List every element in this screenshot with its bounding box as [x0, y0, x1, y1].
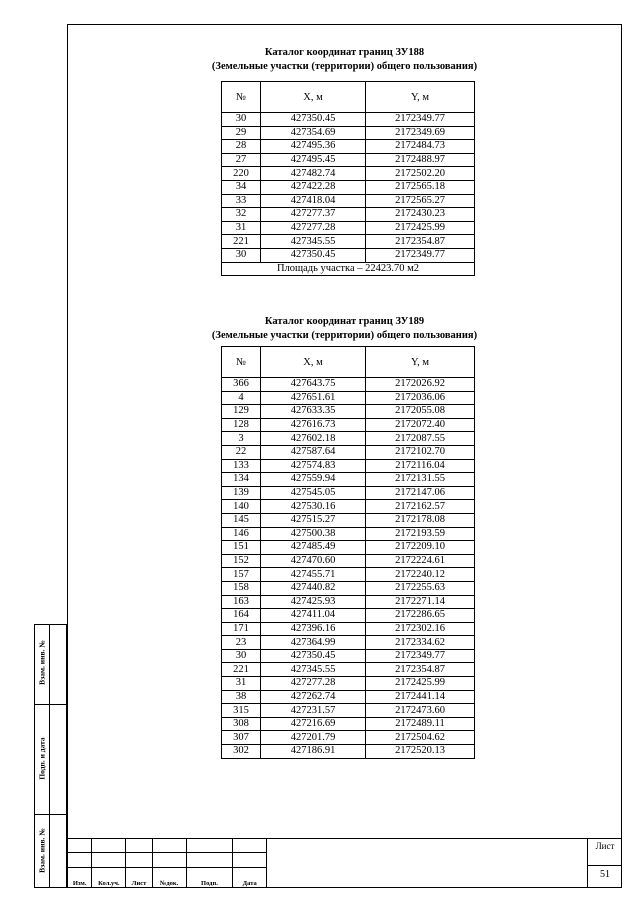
- table-row: [222, 486, 475, 500]
- strip-label-inv1: Взам. инв. №: [37, 640, 47, 685]
- table-row: [222, 432, 475, 446]
- x-coordinate-cell: 427643.75: [261, 378, 366, 392]
- point-number-cell: 308: [222, 717, 261, 731]
- strip-label-inv2: Взам. инв. №: [37, 828, 47, 873]
- point-number-cell: 31: [222, 221, 261, 235]
- sheet-label: Лист: [595, 841, 615, 851]
- table-row: [222, 513, 475, 527]
- x-coordinate-cell: 427350.45: [261, 113, 366, 127]
- point-number-cell: 152: [222, 554, 261, 568]
- point-number-cell: 307: [222, 731, 261, 745]
- y-coordinate-cell: 2172565.27: [366, 194, 475, 208]
- x-coordinate-cell: 427495.45: [261, 153, 366, 167]
- x-coordinate-cell: 427186.91: [261, 745, 366, 759]
- y-coordinate-cell: 2172349.77: [366, 649, 475, 663]
- y-coordinate-cell: 2172026.92: [366, 378, 475, 392]
- y-coordinate-cell: 2172209.10: [366, 541, 475, 555]
- y-coordinate-cell: 2172055.08: [366, 405, 475, 419]
- table-row: [222, 595, 475, 609]
- x-coordinate-cell: 427216.69: [261, 717, 366, 731]
- x-coordinate-cell: 427345.55: [261, 663, 366, 677]
- table-row: [222, 568, 475, 582]
- area-cell: Площадь участка – 22423.70 м2: [222, 262, 475, 276]
- col-x-header: X, м: [261, 82, 366, 113]
- x-coordinate-cell: 427418.04: [261, 194, 366, 208]
- binding-strip: [34, 624, 67, 888]
- col-x-header: X, м: [261, 347, 366, 378]
- y-coordinate-cell: 2172116.04: [366, 459, 475, 473]
- y-coordinate-cell: 2172193.59: [366, 527, 475, 541]
- table-row: [222, 541, 475, 555]
- point-number-cell: 164: [222, 609, 261, 623]
- table-row: [222, 445, 475, 459]
- table-row: [222, 649, 475, 663]
- point-number-cell: 27: [222, 153, 261, 167]
- y-coordinate-cell: 2172489.11: [366, 717, 475, 731]
- stamp-col-change: Изм.: [68, 867, 92, 887]
- table-row: [222, 500, 475, 514]
- point-number-cell: 157: [222, 568, 261, 582]
- x-coordinate-cell: 427277.28: [261, 221, 366, 235]
- x-coordinate-cell: 427545.05: [261, 486, 366, 500]
- y-coordinate-cell: 2172162.57: [366, 500, 475, 514]
- strip-value-column: [49, 624, 67, 888]
- point-number-cell: 221: [222, 235, 261, 249]
- point-number-cell: 3: [222, 432, 261, 446]
- y-coordinate-cell: 2172502.20: [366, 167, 475, 181]
- stamp-col-date: Дата: [233, 867, 267, 887]
- catalog1-subtitle: (Земельные участки (территории) общего пользования): [211, 61, 478, 72]
- y-coordinate-cell: 2172036.06: [366, 391, 475, 405]
- sheet-number-box: [587, 838, 622, 888]
- table-row: [222, 391, 475, 405]
- y-coordinate-cell: 2172430.23: [366, 208, 475, 222]
- y-coordinate-cell: 2172349.77: [366, 113, 475, 127]
- table-row: [222, 663, 475, 677]
- y-coordinate-cell: 2172240.12: [366, 568, 475, 582]
- y-coordinate-cell: 2172087.55: [366, 432, 475, 446]
- table-row: [222, 581, 475, 595]
- table-row: [222, 405, 475, 419]
- y-coordinate-cell: 2172102.70: [366, 445, 475, 459]
- x-coordinate-cell: 427201.79: [261, 731, 366, 745]
- table-row: [222, 473, 475, 487]
- stamp-col-count: Кол.уч.: [92, 867, 126, 887]
- table-row: [222, 745, 475, 759]
- y-coordinate-cell: 2172488.97: [366, 153, 475, 167]
- point-number-cell: 34: [222, 180, 261, 194]
- x-coordinate-cell: 427616.73: [261, 418, 366, 432]
- y-coordinate-cell: 2172131.55: [366, 473, 475, 487]
- x-coordinate-cell: 427470.60: [261, 554, 366, 568]
- table-row: [222, 554, 475, 568]
- y-coordinate-cell: 2172349.69: [366, 126, 475, 140]
- y-coordinate-cell: 2172334.62: [366, 636, 475, 650]
- table-row: [222, 636, 475, 650]
- catalog2-table: [221, 346, 475, 759]
- table-header-row: [222, 82, 475, 113]
- y-coordinate-cell: 2172473.60: [366, 704, 475, 718]
- x-coordinate-cell: 427422.28: [261, 180, 366, 194]
- point-number-cell: 38: [222, 690, 261, 704]
- strip-label-sign-date: Подп. и дата: [37, 737, 47, 780]
- table-row: [222, 113, 475, 127]
- y-coordinate-cell: 2172224.61: [366, 554, 475, 568]
- x-coordinate-cell: 427633.35: [261, 405, 366, 419]
- x-coordinate-cell: 427354.69: [261, 126, 366, 140]
- table-row: [222, 622, 475, 636]
- point-number-cell: 221: [222, 663, 261, 677]
- point-number-cell: 30: [222, 248, 261, 262]
- x-coordinate-cell: 427602.18: [261, 432, 366, 446]
- x-coordinate-cell: 427345.55: [261, 235, 366, 249]
- table-row: [222, 459, 475, 473]
- point-number-cell: 134: [222, 473, 261, 487]
- table-row: [222, 731, 475, 745]
- y-coordinate-cell: 2172354.87: [366, 663, 475, 677]
- x-coordinate-cell: 427495.36: [261, 140, 366, 154]
- table-row: [222, 609, 475, 623]
- y-coordinate-cell: 2172441.14: [366, 690, 475, 704]
- x-coordinate-cell: 427587.64: [261, 445, 366, 459]
- catalog2-title: Каталог координат границ ЗУ189: [264, 316, 425, 327]
- y-coordinate-cell: 2172147.06: [366, 486, 475, 500]
- col-number-header: №: [222, 347, 261, 378]
- point-number-cell: 129: [222, 405, 261, 419]
- y-coordinate-cell: 2172520.13: [366, 745, 475, 759]
- x-coordinate-cell: 427455.71: [261, 568, 366, 582]
- sheet-number: 51: [588, 865, 622, 880]
- y-coordinate-cell: 2172178.08: [366, 513, 475, 527]
- point-number-cell: 29: [222, 126, 261, 140]
- y-coordinate-cell: 2172072.40: [366, 418, 475, 432]
- y-coordinate-cell: 2172271.14: [366, 595, 475, 609]
- col-y-header: Y, м: [366, 82, 475, 113]
- point-number-cell: 31: [222, 677, 261, 691]
- x-coordinate-cell: 427231.57: [261, 704, 366, 718]
- point-number-cell: 33: [222, 194, 261, 208]
- point-number-cell: 128: [222, 418, 261, 432]
- point-number-cell: 146: [222, 527, 261, 541]
- point-number-cell: 366: [222, 378, 261, 392]
- point-number-cell: 139: [222, 486, 261, 500]
- table-row: [222, 248, 475, 262]
- table-row: [222, 194, 475, 208]
- stamp-col-sheet: Лист: [126, 867, 152, 887]
- point-number-cell: 145: [222, 513, 261, 527]
- x-coordinate-cell: 427482.74: [261, 167, 366, 181]
- catalog2-subtitle: (Земельные участки (территории) общего пользования): [211, 330, 478, 341]
- table-row: [222, 221, 475, 235]
- catalog1-table: [221, 81, 475, 276]
- y-coordinate-cell: 2172354.87: [366, 235, 475, 249]
- y-coordinate-cell: 2172425.99: [366, 677, 475, 691]
- point-number-cell: 151: [222, 541, 261, 555]
- table-row: [222, 704, 475, 718]
- x-coordinate-cell: 427485.49: [261, 541, 366, 555]
- point-number-cell: 30: [222, 113, 261, 127]
- table-row: [222, 527, 475, 541]
- y-coordinate-cell: 2172286.65: [366, 609, 475, 623]
- x-coordinate-cell: 427277.37: [261, 208, 366, 222]
- y-coordinate-cell: 2172565.18: [366, 180, 475, 194]
- table-row: [222, 126, 475, 140]
- area-row: [222, 262, 475, 276]
- y-coordinate-cell: 2172504.62: [366, 731, 475, 745]
- point-number-cell: 140: [222, 500, 261, 514]
- x-coordinate-cell: 427574.83: [261, 459, 366, 473]
- x-coordinate-cell: 427515.27: [261, 513, 366, 527]
- catalog1-title: Каталог координат границ ЗУ188: [264, 47, 425, 58]
- x-coordinate-cell: 427364.99: [261, 636, 366, 650]
- x-coordinate-cell: 427262.74: [261, 690, 366, 704]
- x-coordinate-cell: 427425.93: [261, 595, 366, 609]
- x-coordinate-cell: 427530.16: [261, 500, 366, 514]
- point-number-cell: 30: [222, 649, 261, 663]
- table-row: [222, 677, 475, 691]
- point-number-cell: 315: [222, 704, 261, 718]
- x-coordinate-cell: 427350.45: [261, 248, 366, 262]
- table-row: [222, 235, 475, 249]
- y-coordinate-cell: 2172425.99: [366, 221, 475, 235]
- title-block-main: [267, 838, 587, 888]
- point-number-cell: 220: [222, 167, 261, 181]
- table-row: [222, 717, 475, 731]
- table-header-row: [222, 347, 475, 378]
- stamp-col-doc: №док.: [152, 867, 186, 887]
- col-y-header: Y, м: [366, 347, 475, 378]
- point-number-cell: 4: [222, 391, 261, 405]
- point-number-cell: 23: [222, 636, 261, 650]
- y-coordinate-cell: 2172255.63: [366, 581, 475, 595]
- point-number-cell: 32: [222, 208, 261, 222]
- stamp-col-signature: Подп.: [186, 867, 233, 887]
- table-row: [222, 378, 475, 392]
- table-row: [222, 180, 475, 194]
- y-coordinate-cell: 2172302.16: [366, 622, 475, 636]
- table-row: [222, 690, 475, 704]
- table-row: [222, 167, 475, 181]
- table-row: [222, 418, 475, 432]
- x-coordinate-cell: 427411.04: [261, 609, 366, 623]
- point-number-cell: 22: [222, 445, 261, 459]
- col-number-header: №: [222, 82, 261, 113]
- point-number-cell: 171: [222, 622, 261, 636]
- x-coordinate-cell: 427396.16: [261, 622, 366, 636]
- table-row: [222, 208, 475, 222]
- point-number-cell: 133: [222, 459, 261, 473]
- point-number-cell: 28: [222, 140, 261, 154]
- title-block-header-row: [68, 867, 267, 887]
- x-coordinate-cell: 427559.94: [261, 473, 366, 487]
- point-number-cell: 163: [222, 595, 261, 609]
- y-coordinate-cell: 2172484.73: [366, 140, 475, 154]
- y-coordinate-cell: 2172349.77: [366, 248, 475, 262]
- x-coordinate-cell: 427500.38: [261, 527, 366, 541]
- table-row: [222, 153, 475, 167]
- x-coordinate-cell: 427277.28: [261, 677, 366, 691]
- x-coordinate-cell: 427440.82: [261, 581, 366, 595]
- table-row: [222, 140, 475, 154]
- x-coordinate-cell: 427350.45: [261, 649, 366, 663]
- point-number-cell: 302: [222, 745, 261, 759]
- x-coordinate-cell: 427651.61: [261, 391, 366, 405]
- title-block-grid: [67, 838, 267, 888]
- point-number-cell: 158: [222, 581, 261, 595]
